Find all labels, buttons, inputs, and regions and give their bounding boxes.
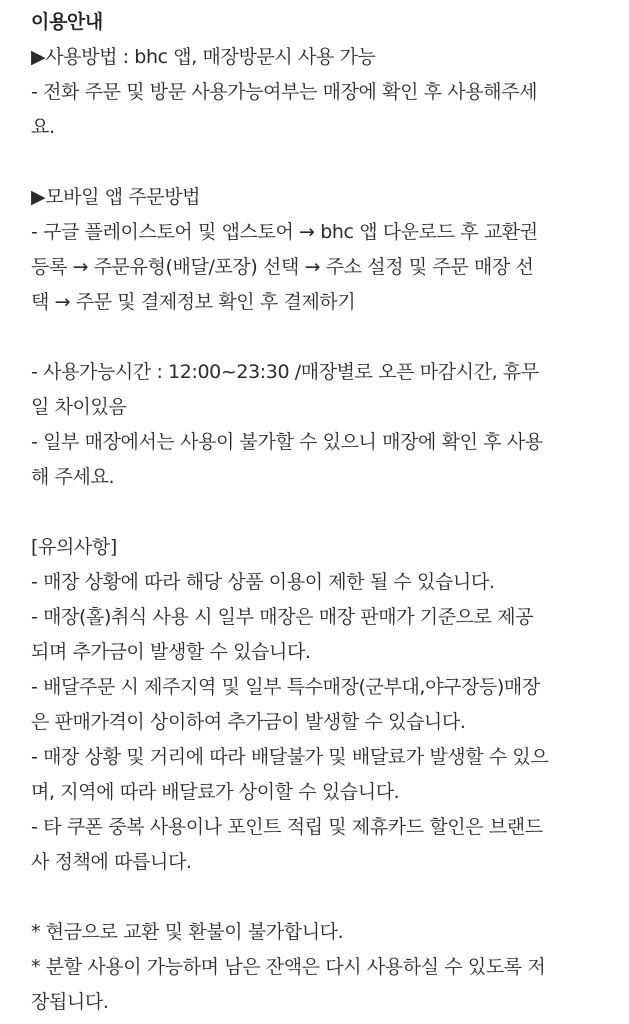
text-line: [유의사항] [31, 536, 117, 558]
text-line: 택 → 주문 및 결제정보 확인 후 결제하기 [31, 291, 356, 313]
text-line: * 현금으로 교환 및 환불이 불가합니다. [31, 921, 344, 943]
text-line: - 매장(홀)취식 사용 시 일부 매장은 매장 판매가 기준으로 제공 [31, 606, 534, 628]
text-line: 요. [31, 116, 55, 138]
text-line: - 매장 상황에 따라 해당 상품 이용이 제한 될 수 있습니다. [31, 571, 495, 593]
text-line: - 매장 상황 및 거리에 따라 배달불가 및 배달료가 발생할 수 있으 [31, 746, 549, 768]
section-title: 이용안내 [31, 11, 103, 33]
blank-line [31, 320, 609, 355]
text-line: - 타 쿠폰 중복 사용이나 포인트 적립 및 제휴카드 할인은 브랜드 [31, 816, 543, 838]
text-line: - 사용가능시간 : 12:00~23:30 /매장별로 오픈 마감시간, 휴무 [31, 361, 539, 383]
blank-line [31, 495, 609, 530]
text-line: ▶사용방법 : bhc 앱, 매장방문시 사용 가능 [31, 46, 376, 68]
text-line: 며, 지역에 따라 배달료가 상이할 수 있습니다. [31, 781, 400, 803]
blank-line [31, 880, 609, 915]
text-line: * 분할 사용이 가능하며 남은 잔액은 다시 사용하실 수 있도록 저 [31, 956, 546, 978]
text-line: - 전화 주문 및 방문 사용가능여부는 매장에 확인 후 사용해주세 [31, 81, 538, 103]
guide-body [31, 40, 609, 1020]
text-line: - 구글 플레이스토어 및 앱스토어 → bhc 앱 다운로드 후 교환권 [31, 221, 538, 243]
text-line: 장됩니다. [31, 991, 109, 1013]
blank-line [31, 145, 609, 180]
text-line: 일 차이있음 [31, 396, 127, 418]
text-line: - 배달주문 시 제주지역 및 일부 특수매장(군부대,야구장등)매장 [31, 676, 540, 698]
text-line: 사 정책에 따릅니다. [31, 851, 192, 873]
text-line: - 일부 매장에서는 사용이 불가할 수 있으니 매장에 확인 후 사용 [31, 431, 543, 453]
text-line: 은 판매가격이 상이하여 추가금이 발생할 수 있습니다. [31, 711, 466, 733]
text-line: 등록 → 주문유형(배달/포장) 선택 → 주소 설정 및 주문 매장 선 [31, 256, 534, 278]
text-line: ▶모바일 앱 주문방법 [31, 186, 201, 208]
text-line: 되며 추가금이 발생할 수 있습니다. [31, 641, 311, 663]
text-line: 해 주세요. [31, 466, 115, 488]
